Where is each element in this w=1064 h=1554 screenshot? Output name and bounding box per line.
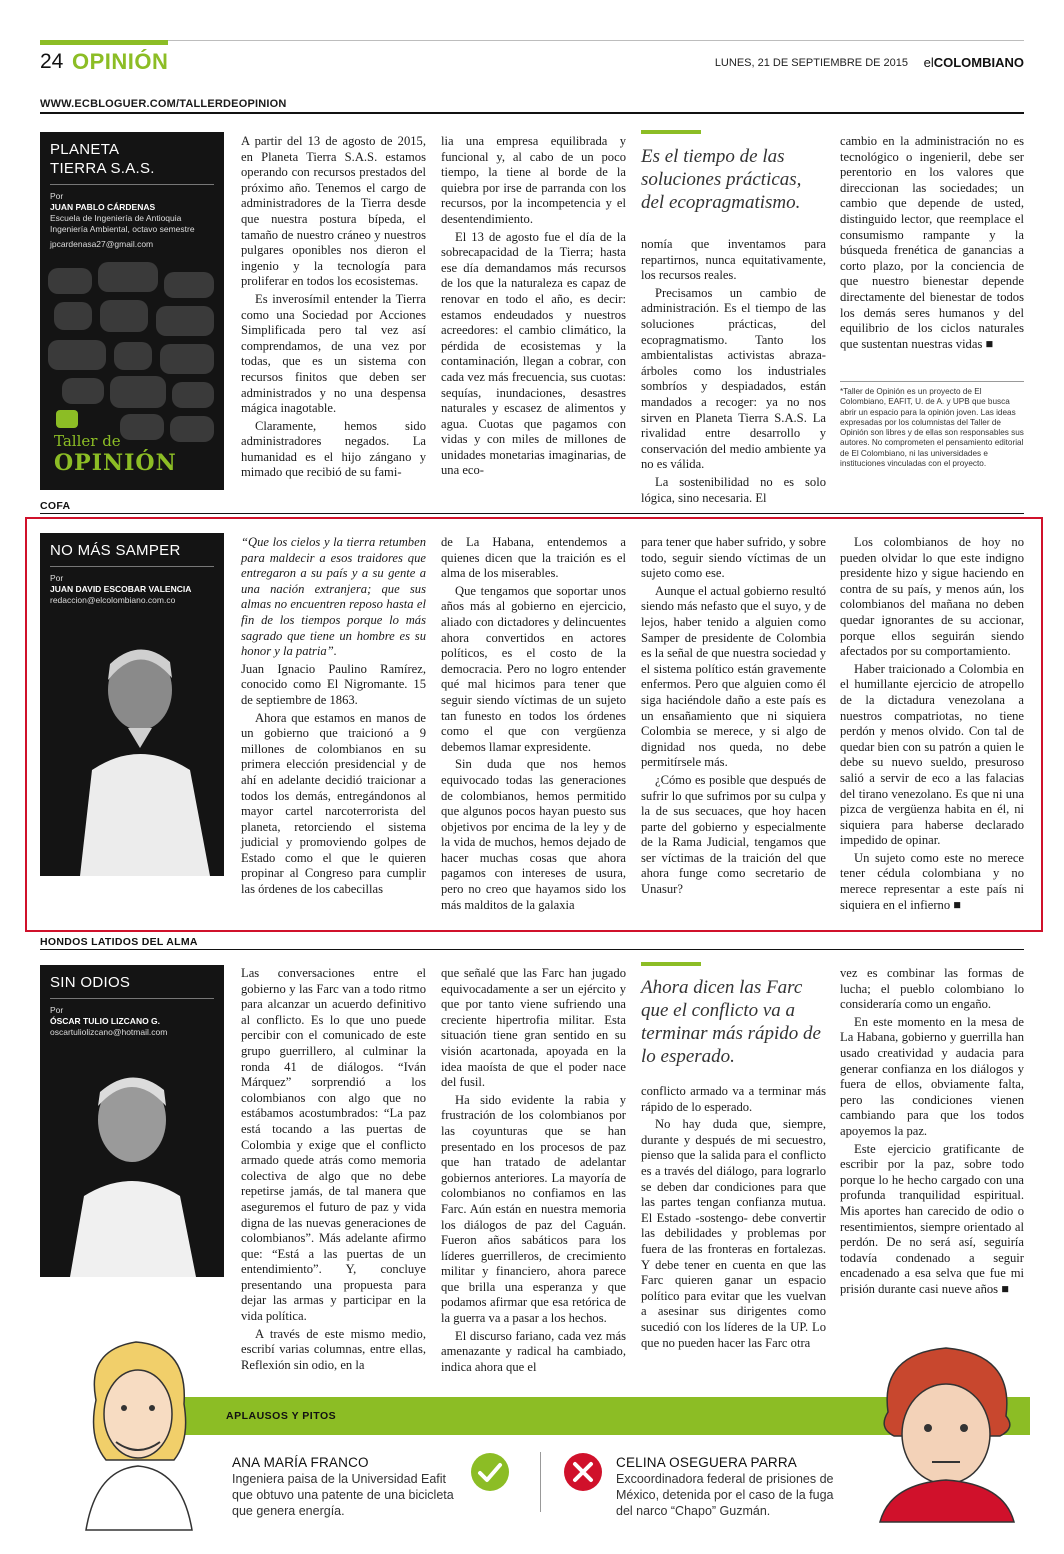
article1-column-4: [840, 134, 1024, 374]
caricature-celina-oseguera: [866, 1338, 1026, 1522]
paragraph: de La Habana, entendemos a quienes dicen que la traición es el alma de los miserables.: [441, 535, 626, 581]
article2-author: JUAN DAVID ESCOBAR VALENCIA: [50, 584, 192, 594]
paragraph: para tener que haber sufrido, y sobre todo, seguir siendo víctimas de un sujeto como ese.: [641, 535, 826, 581]
blog-url-link[interactable]: WWW.ECBLOGUER.COM/TALLERDEOPINION: [40, 98, 287, 110]
article1-title-rule: [50, 184, 214, 185]
article2-column-4: [840, 535, 1024, 920]
article3-column-3: [641, 1084, 826, 1350]
opinion-bubble-icon: [56, 410, 78, 428]
taller-logo-line2: OPINIÓN: [54, 450, 177, 476]
aplausos-divider: [540, 1452, 541, 1512]
paragraph: que señalé que las Farc han jugado equivocadamente a ser un ejército y que por tanto viene sufriendo una creciente hipertrofia militar. Esta situación tiene gran sentido en su visión acartonada, apoyada en la idea maoísta de que el poder nace del fusil.: [441, 966, 626, 1090]
paragraph: A partir del 13 de agosto de 2015, en Planeta Tierra S.A.S. estamos operando con recursos prestados del próximo año. Tenemos el cargo de administradores de la Tierra desde que nuestra postura bípeda, el tamaño de nuestro cráneo y nuestros pulgares oponibles nos dieron el ingenio y la tecnología para proliferar en todos los ecosistemas.: [241, 134, 426, 289]
paragraph: Aunque el actual gobierno resultó siendo más nefasto que el suyo, y de lejos, haber tenido a alguien como Samper de presidente de Colombia es la señal de que nuestra sociedad y el sistema político están gravemente enfermos. Pero que alguien como él siga haciéndole daño a este país es un ensañamiento que ni siquiera Colombia se merece, y si algo de dignidad nos queda, no debe permitírsele más.: [641, 583, 826, 770]
article2-column-2: [441, 535, 626, 920]
applause-description: Ingeniera paisa de la Universidad Eafit que obtuvo una patente de una bicicleta que genera energía.: [232, 1472, 454, 1518]
pito-description: Excoordinadora federal de prisiones de México, detenida por el caso de la fuga del narco “Chapo” Guzmán.: [616, 1472, 834, 1518]
article3-top-rule: [40, 949, 1024, 950]
article3-kicker: HONDOS LATIDOS DEL ALMA: [40, 936, 198, 948]
pull-quote-bar: [641, 962, 701, 966]
section-divider: [40, 112, 1024, 114]
applause-name: ANA MARÍA FRANCO: [232, 1455, 369, 1470]
paragraph: El 13 de agosto fue el día de la sobrecapacidad de la Tierra; hasta ese día demandamos más recursos de los que la naturaleza es capaz de renovar en todo el año, es decir: estamos endeudados y nuestros acreedores: el cambio climático, la pérdida de ecosistemas y la contaminación, llegan a cobrar, con cada vez más frecuencia, sus cuotas: sequías, inundaciones, desastres naturales y escasez de alimentos y agua. Cuotas que pagamos con vidas y con miles de millones de unidades monetarias imaginarias, de una eco-: [441, 229, 626, 478]
caricature-ana-maria-franco: [66, 1330, 206, 1530]
masthead-prefix: el: [923, 55, 934, 70]
article1-title-line1: PLANETA: [50, 141, 120, 158]
article1-column-1: [241, 134, 426, 492]
article3-by: Por: [50, 1005, 64, 1015]
paragraph: Este ejercicio gratificante de escribir por la paz, sobre todo porque lo he hecho cargado con una profunda tranquilidad espiritual. Mis aportes han carecido de odio o resentimientos, siempre orientado al perdón. De no será así, seguiría todavía condenado a seguir encadenado a esa selva que fue mi prisión durante casi nueve años ■: [840, 1141, 1024, 1296]
page-number: 24: [40, 50, 64, 73]
paragraph: conflicto armado va a terminar más rápido de lo esperado.: [641, 1084, 826, 1114]
paragraph: cambio en la administración no es tecnológico o ingenieril, debe ser perentorio en los valores que direccionan las sociedades; un cambio que depende de usted, distinguido lector, que reemplace el consumismo rampante y la búsqueda frenética de ganancias a corto plazo, por la conciencia de que nuestro bienestar depende directamente del bienestar de todos los demás seres humanos y del equilibrio de los ciclos naturales que sustentan nuestras vidas ■: [840, 134, 1024, 351]
paragraph: Precisamos un cambio de administración. Es el tiempo de las soluciones prácticas, del ecopragmatismo. Tanto los ambientalistas activistas abraza-árboles como los industriales sombríos y despiadados, están mandados a recoger: ya no nos sirven en Planeta Tierra S.A.S. La rivalidad entre desarrollo y conservación del medio ambiente ya no es válida.: [641, 285, 826, 472]
paragraph: Haber traicionado a Colombia en el humillante ejercicio de atropello de la dictadura venezolana a nuestros compatriotas, no tiene perdón y menos olvido. Con tal de quedar bien con su patrón a quien le debe su nuevo sueldo, presuroso salió a servir de eco a las falacias del tirano venezolano. Es que ni una pizca de vergüenza habita en él, ni siquiera para haberse declarado impedido de opinar.: [840, 661, 1024, 848]
article3-author: ÓSCAR TULIO LIZCANO G.: [50, 1016, 161, 1026]
article3-title: SIN ODIOS: [50, 974, 131, 991]
header-rule: [40, 40, 1024, 41]
paragraph: ¿Cómo es posible que después de sufrir lo que sufrimos por su culpa y la de sus secuaces, que hoy hacen parte del gobierno y especialmente de la Rama Judicial, tengamos que ser víctimas de la traición del que ahora funge como secretario de Unasur?: [641, 772, 826, 897]
taller-disclaimer-note: *Taller de Opinión es un proyecto de El Colombiano, EAFIT, U. de A. y UPB que busca abrir un espacio para la opinión joven. Las ideas expresadas por los columnistas del Taller de Opinión son libres y de ellas son responsables sus autores. No comprometen el pensamiento editorial de El Colombiano, ni las universidades e instituciones vinculadas con el proyecto.: [840, 387, 1024, 469]
opening-quote: “Que los cielos y la tierra retumben para maldecir a esos traidores que entregaron a su país y a su gente a una nación extranjera; que sus almas no encuentren reposo hasta el fin de los tiempos porque lo más sagrado que tiene un hombre es su honor y la patria”.: [241, 535, 426, 659]
paragraph: Es inverosímil entender la Tierra como una Sociedad por Acciones Simplificada pero tal vez así comprendamos, de una vez por todas, que es un sistema con recursos finitos que deben ser administrados y no una despensa mágica inagotable.: [241, 291, 426, 416]
cross-icon: [563, 1452, 603, 1492]
author-photo: [40, 620, 224, 876]
check-icon: [470, 1452, 510, 1492]
article1-column-3: [641, 237, 826, 505]
article3-column-1: [241, 966, 426, 1372]
paragraph: Ahora que estamos en manos de un gobierno que traicionó a 9 millones de colombianos en su primera elección presidencial y de ahí en adelante decidió traicionar a todos los demás, entregándonos al mayor cartel narcoterrorista del planeta, retorciendo el sistema judicial y promoviendo golpes de Estado como el que le quieren propinar al Congreso para cumplir las órdenes de los cabecillas: [241, 710, 426, 897]
paragraph: Ha sido evidente la rabia y frustración de los colombianos por las coyunturas que se han presentado en los procesos de paz que han tratado de adelantar gobiernos anteriores. La mayoría de colombianos no confiamos en las Farc. Aún están en nuestra memoria los diálogos de paz del Caguán. Fueron años sabáticos para los líderes guerrilleros, de crecimiento militar y financiero, ahora parece que brilla una esperanza y que podamos afirmar que esa retórica de la guerra va a pasar a los hechos.: [441, 1092, 626, 1326]
article1-by: Por: [50, 191, 64, 201]
article3-pull-quote: Ahora dicen las Farc que el conflicto va a terminar más rápido de lo esperado.: [641, 977, 821, 1067]
article1-author: JUAN PABLO CÁRDENAS: [50, 202, 156, 212]
aplausos-title: APLAUSOS Y PITOS: [226, 1410, 337, 1422]
article1-pull-quote: Es el tiempo de las soluciones prácticas, del ecopragmatismo.: [641, 146, 802, 213]
issue-date: LUNES, 21 DE SEPTIEMBRE DE 2015: [714, 57, 908, 69]
article1-author-info: Escuela de Ingeniería de Antioquia Ingeniería Ambiental, octavo semestre: [50, 213, 195, 234]
article1-column-2: [441, 134, 626, 492]
quote-source: Juan Ignacio Paulino Ramírez, conocido como El Nigromante. 15 de septiembre de 1863.: [241, 661, 426, 707]
author-photo: [40, 1050, 224, 1277]
article3-email[interactable]: oscartuliolizcano@hotmail.com: [50, 1027, 168, 1037]
note-rule: [840, 381, 1024, 382]
article2-kicker: COFA: [40, 500, 71, 512]
taller-logo-line1: Taller de: [54, 432, 121, 450]
paragraph: El discurso fariano, cada vez más amenazante y radical ha cambiado, indica ahora que el: [441, 1328, 626, 1374]
paragraph: Claramente, hemos sido administradores negados. La humanidad es el hijo zángano y mimado que recibió de su fami-: [241, 418, 426, 480]
article3-title-rule: [50, 998, 214, 999]
paragraph: La sostenibilidad no es solo lógica, sino necesaria. El: [641, 474, 826, 505]
paragraph: No hay duda que, siempre, durante y después de mi secuestro, pienso que la salida para el conflicto es a través del diálogo, para lograrlo se deben dar condiciones para que las partes tengan confianza mutua. El Estado -sostengo- debe convertir las debilidades y problemas por fuera de las fronteras en fortalezas. Y debe tener en cuenta en que las Farc quieren ganar un espacio político para evitar que les vuelvan a asesinar sus dirigentes como sucedió con los líderes de la UP. Lo que no pueden hacer las Farc otra: [641, 1117, 826, 1350]
article1-email[interactable]: jpcardenasa27@gmail.com: [50, 239, 154, 249]
paragraph: Las conversaciones entre el gobierno y las Farc van a todo ritmo para alcanzar un acuerdo definitivo al conflicto. Es lo que uno puede percibir con el comunicado de este grupo guerrillero, al culminar la ronda 41 de diálogos. “Iván Márquez” sorprendió a los colombianos con algo que no estábamos acostumbrados: “La paz está tocando a las puertas de Colombia y exige que el conflicto armado quede atrás como memoria colectiva de algo que no debe repetirse jamás, de tal manera que aseguremos el futuro de paz y vida digna de las nuevas generaciones de colombianos”. Más adelante afirmo que: “Está a las puertas de un entendimiento”. Y, concluye presentando una propuesta para dejar las armas y participar en la vida política.: [241, 966, 426, 1324]
masthead-logo: [924, 55, 1024, 70]
article3-column-4: [840, 966, 1024, 1308]
paragraph: Que tengamos que soportar unos años más al gobierno en ejercicio, aliado con dictadores y delincuentes ahora convertidos en actores políticos, es el costo de la democracia. Pero no logro entender qué mal hicimos para tener que seguir siendo víctimas de un sujeto tan funesto en todos los órdenes como el que con vergüenza debemos llamar expresidente.: [441, 583, 626, 754]
paragraph: vez es combinar las formas de lucha; el pueblo colombiano lo consideraría como un engaño.: [840, 966, 1024, 1012]
paragraph: A través de este mismo medio, escribí varias columnas, entre ellas, Reflexión sin odio, en la: [241, 1326, 426, 1372]
article2-top-rule: [40, 513, 1024, 514]
article2-by: Por: [50, 573, 64, 583]
masthead-name: COLOMBIANO: [933, 55, 1024, 70]
paragraph: nomía que inventamos para repartirnos, nunca equitativamente, los recursos reales.: [641, 237, 826, 283]
article3-column-2: [441, 966, 626, 1374]
article2-title-rule: [50, 566, 214, 567]
paragraph: En este momento en la mesa de La Habana, gobierno y guerrilla han usado creatividad y audacia para generar confianza en los diálogos y fuera de ellos, obviamente falta, pero las condiciones vienen cambiando para que los todos apoyemos la paz.: [840, 1014, 1024, 1138]
paragraph: Los colombianos de hoy no pueden olvidar lo que este indigno presidente hizo y sigue haciendo en contra de su país, y menos aún, los colombianos del mañana no deben quedar ignorantes de su accionar, porque ellos seguirán siendo afectados por su comportamiento.: [840, 535, 1024, 659]
pito-name: CELINA OSEGUERA PARRA: [616, 1455, 798, 1470]
section-title: OPINIÓN: [72, 49, 169, 74]
author-portrait-illustration: [40, 620, 224, 876]
article2-column-1: [241, 535, 426, 920]
pull-quote-bar: [641, 130, 701, 134]
article2-email[interactable]: redaccion@elcolombiano.com.co: [50, 595, 176, 605]
article2-column-3: [641, 535, 826, 920]
article2-title: NO MÁS SAMPER: [50, 542, 181, 559]
article1-title-line2: TIERRA S.A.S.: [50, 160, 155, 177]
paragraph: Un sujeto como este no merece tener cédula colombiana y no merece representar a este país ni siquiera en el infierno ■: [840, 850, 1024, 912]
author-portrait-illustration: [40, 1050, 224, 1277]
paragraph: lia una empresa equilibrada y funcional y, al cabo de un poco tiempo, la tiene al borde de la quiebra por irse de parranda con los recursos, por la incompetencia y el desentendimiento.: [441, 134, 626, 226]
paragraph: Sin duda que nos hemos equivocado todas las generaciones de colombianos, hemos permitido que algunos pocos hayan puesto sus objetivos por encima de la ley y de la vida de muchos, hemos dejado de hacer muchas cosas que ahora pagamos con intereses de usura, pero no creo que hayamos sido los más malditos de la galaxia: [441, 757, 626, 912]
section-accent-bar: [40, 40, 168, 45]
